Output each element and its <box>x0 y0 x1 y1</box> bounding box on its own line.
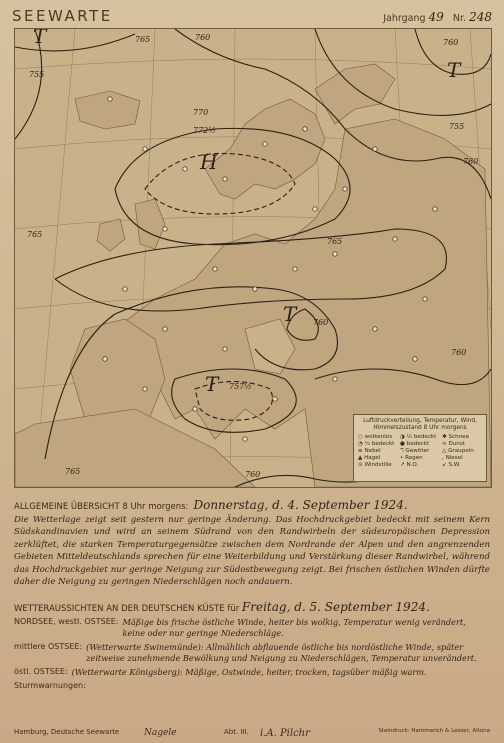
signature: Nagele <box>144 728 177 738</box>
storm-warnings <box>14 681 490 690</box>
svg-text:770: 770 <box>193 108 209 117</box>
legend-item: △ Graupeln <box>442 448 474 455</box>
overview-date: Donnerstag, d. 4. September 1924. <box>193 498 408 512</box>
legend-title: Luftdruckverteilung, Temperatur, Wind, Himmelszustand 8 Uhr morgens <box>363 418 477 432</box>
legend-item: ◔ ¼ bedeckt <box>358 441 395 448</box>
legend-item: ◑ ½ bedeckt <box>400 434 437 441</box>
forecast-text: (Wetterwarte Königsberg): Mäßige, Ostwinde, heiter, trocken, tagsüber mäßig warm. <box>71 667 427 677</box>
legend-item: ⊙ Windstille <box>358 462 392 469</box>
legend-items <box>358 434 482 469</box>
legend-item: • Regen <box>400 455 423 462</box>
legend-item: ∞ Dunst <box>442 441 465 448</box>
svg-text:765: 765 <box>65 467 81 476</box>
forecast-row-nordsee <box>14 617 490 639</box>
legend-item: ℸ Gewitter <box>400 448 430 455</box>
issue-info <box>383 10 492 24</box>
year-label: Jahrgang <box>383 13 426 24</box>
legend-item: ✱ Schnee <box>442 434 470 441</box>
svg-text:760: 760 <box>195 33 211 42</box>
svg-text:757½: 757½ <box>229 382 253 391</box>
brand-title: SEEWARTE <box>12 7 113 25</box>
forecast-region: NORDSEE, westl. OSTSEE: <box>14 617 119 626</box>
general-overview <box>14 494 490 588</box>
forecast-text: Mäßige bis frische östliche Winde, heiter bis wolkig, Temperatur wenig verändert, keine oder nur geringe Niederschläge. <box>122 617 466 638</box>
svg-text:760: 760 <box>463 157 479 166</box>
number-label: Nr. <box>452 13 467 24</box>
forecast-row-mittlere-ostsee <box>14 642 490 664</box>
svg-text:765: 765 <box>327 237 343 246</box>
svg-text:765: 765 <box>27 230 43 239</box>
legend-item: ≡ Nebel <box>358 448 381 455</box>
svg-text:760: 760 <box>451 348 467 357</box>
forecast-region: östl. OSTSEE: <box>14 667 68 676</box>
map-legend <box>353 414 487 482</box>
low-symbol: T <box>447 58 461 82</box>
printer-credit: Steindruck: Hammerich & Lesser, Altona <box>378 728 490 734</box>
forecast-region: mittlere OSTSEE: <box>14 642 83 651</box>
forecast-date: Freitag, d. 5. September 1924. <box>241 600 430 614</box>
legend-item: ● bedeckt <box>400 441 430 448</box>
header <box>12 7 492 27</box>
legend-item: , Niesel <box>442 455 463 462</box>
signature: i.A. Pilchr <box>260 728 310 739</box>
svg-text:755: 755 <box>29 70 45 79</box>
forecast-heading <box>14 600 490 614</box>
low-symbol: T <box>33 29 47 48</box>
legend-item: ↙ S.W. <box>442 462 461 469</box>
svg-text:760: 760 <box>313 318 329 327</box>
svg-text:760: 760 <box>443 38 459 47</box>
overview-label: ALLGEMEINE ÜBERSICHT 8 Uhr morgens: <box>14 502 189 512</box>
forecast-text: (Wetterwarte Swinemünde): Allmählich abflauende östliche bis nordöstliche Winde, später zeitweise zunehmende Bewölkung und Neigung zu Niederschlägen, Temperatur unverändert. <box>86 642 477 663</box>
department: Abt. III. <box>224 728 249 736</box>
weather-map <box>14 28 492 488</box>
svg-text:772½: 772½ <box>193 126 217 135</box>
coastal-forecast <box>14 600 490 690</box>
svg-text:765: 765 <box>135 35 151 44</box>
publisher: Hamburg, Deutsche Seewarte <box>14 728 120 736</box>
number-value: 248 <box>469 10 492 24</box>
forecast-label: WETTERAUSSICHTEN AN DER DEUTSCHEN KÜSTE für <box>14 604 240 614</box>
forecast-row-oestl-ostsee <box>14 667 490 678</box>
legend-item: ↗ N.O. <box>400 462 419 469</box>
low-symbol: T <box>283 302 297 326</box>
legend-item: ▲ Hagel <box>358 455 381 462</box>
low-symbol: T <box>205 372 219 396</box>
high-symbol: H <box>200 150 218 174</box>
year-value: 49 <box>428 10 444 24</box>
overview-text: Die Wetterlage zeigt seit gestern nur geringe Änderung. Das Hochdruckgebiet bedeckt mit seinem Kern Südskandinavien und wird an seinem Südrand von den Randwirbeln der südeuropäischen Depression zerklüftet, die starken Temperaturgegensätze zwischen dem Nordrande der Alpen und den angrenzenden Gebieten Mitteldeutschlands sprechen für eine Weiterbildung und Verstärkung dieser Randwirbel, während das Hochdruckgebiet nur geringe Neigung zur Südostbewegung zeigt. Bei frischen östlichen Winden dürfte daher die Neigung zu geringen Niederschlägen noch andauern. <box>14 515 490 588</box>
storm-label: Sturmwarnungen: <box>14 681 86 690</box>
legend-item: ○ wolkenlos <box>358 434 393 441</box>
svg-text:755: 755 <box>449 122 465 131</box>
svg-text:760: 760 <box>245 470 261 479</box>
footer <box>14 728 490 739</box>
